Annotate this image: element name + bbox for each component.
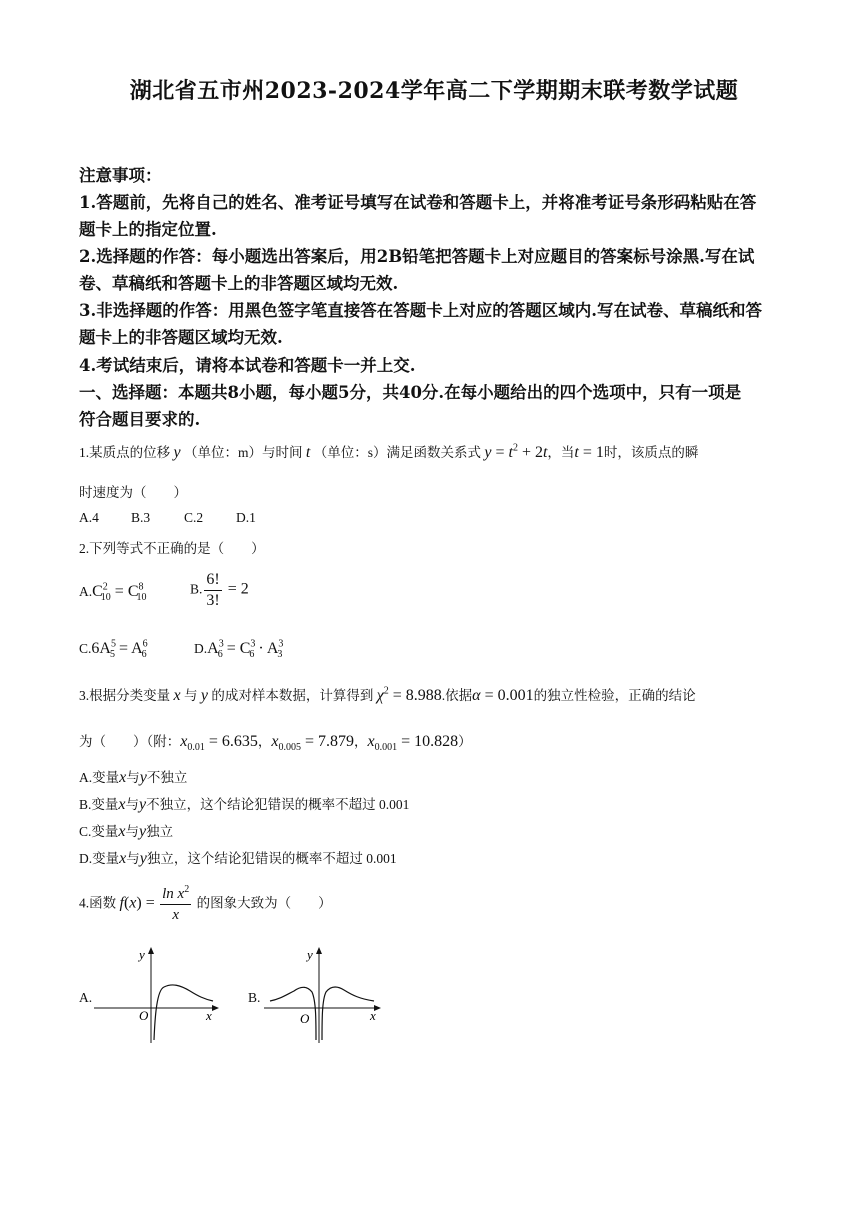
question-4-option-b-origin-label: O [300,1011,310,1026]
question-3-line-2: 为（ ）（附：$x_{0.01} = 6.635$，$x_{0.005} = 7.879$，$x_{0.001} = 10.828$） [79,733,472,754]
question-4-stem: 4.函数 f(x) = $\frac{\ln x^2}{x}$ 的图象大致为（ ） [79,884,332,923]
question-2-option-d[interactable]: $D.A^3_6 = C^3_6 \cdot A^3_3$ [194,638,284,661]
question-4-option-a-y-label: y [139,947,145,962]
notice-item-2-line-2: 卷、草稿纸和答题卡上的非答题区域均无效. [79,274,399,293]
question-2-option-b[interactable]: B. $\frac{6!}{3!}$ = 2 [190,571,249,609]
section-heading-line-2: 符合题目要求的. [79,410,201,429]
section-heading-line-1: 一、选择题：本题共8小题，每小题5分，共40分.在每小题给出的四个选项中，只有一项是 [79,383,742,402]
question-1-option-c[interactable]: C.2 [184,510,204,525]
question-1-line-1: 1.某质点的位移 y （单位：m）与时间 t （单位：s）满足函数关系式 $y = t^2 + 2t$，当t = 1时，该质点的瞬 [79,442,699,461]
question-1-option-b[interactable]: B.3 [131,510,151,525]
question-3-option-c[interactable]: C.变量x与y独立 [79,823,174,840]
question-1-line-2: 时速度为（ ） [79,485,187,500]
notice-heading: 注意事项： [79,166,162,185]
question-3-option-a[interactable]: A.变量x与y不独立 [79,769,188,786]
question-4-option-b-x-label: x [370,1008,376,1023]
question-2-option-a[interactable]: $A.C^2_{10} = C^8_{10}$ [79,581,147,604]
question-4-option-a-label[interactable]: A. [79,990,93,1005]
notice-item-2-line-1: 2.选择题的作答：每小题选出答案后，用2B铅笔把答题卡上对应题目的答案标号涂黑.写在试 [79,247,755,266]
question-4-option-b-graph[interactable] [264,945,386,1045]
question-1-option-d[interactable]: D.1 [236,510,256,525]
notice-item-1-line-2: 题卡上的指定位置. [79,220,217,239]
notice-item-3-line-1: 3.非选择题的作答：用黑色签字笔直接答在答题卡上对应的答题区域内.写在试卷、草稿纸和答 [79,301,762,320]
notice-item-3-line-2: 题卡上的非答题区域均无效. [79,328,283,347]
question-4-option-a-origin-label: O [139,1008,149,1023]
question-3-line-1: 3.根据分类变量 x 与 y 的成对样本数据，计算得到 $\chi^2 = 8.988$.依据α = 0.001的独立性检验，正确的结论 [79,685,696,704]
question-2-stem: 2.下列等式不正确的是（ ） [79,541,265,556]
question-1-option-a[interactable]: A.4 [79,510,99,525]
page-title: 湖北省五市州2023-2024学年高二下学期期末联考数学试题 [129,78,739,104]
question-3-option-b[interactable]: B.变量x与y不独立，这个结论犯错误的概率不超过 0.001 [79,796,410,813]
question-4-option-b-label[interactable]: B. [248,990,261,1005]
question-4-option-a-graph[interactable] [94,945,224,1045]
question-4-option-b-y-label: y [307,947,313,962]
question-2-option-c[interactable]: $C.6A^5_5 = A^6_6$ [79,638,148,661]
question-3-option-d[interactable]: D.变量x与y独立，这个结论犯错误的概率不超过 0.001 [79,850,397,867]
question-4-option-a-x-label: x [206,1008,212,1023]
notice-item-4: 4.考试结束后，请将本试卷和答题卡一并上交. [79,356,416,375]
notice-item-1-line-1: 1.答题前，先将自己的姓名、准考证号填写在试卷和答题卡上，并将准考证号条形码粘贴在答 [79,193,757,212]
